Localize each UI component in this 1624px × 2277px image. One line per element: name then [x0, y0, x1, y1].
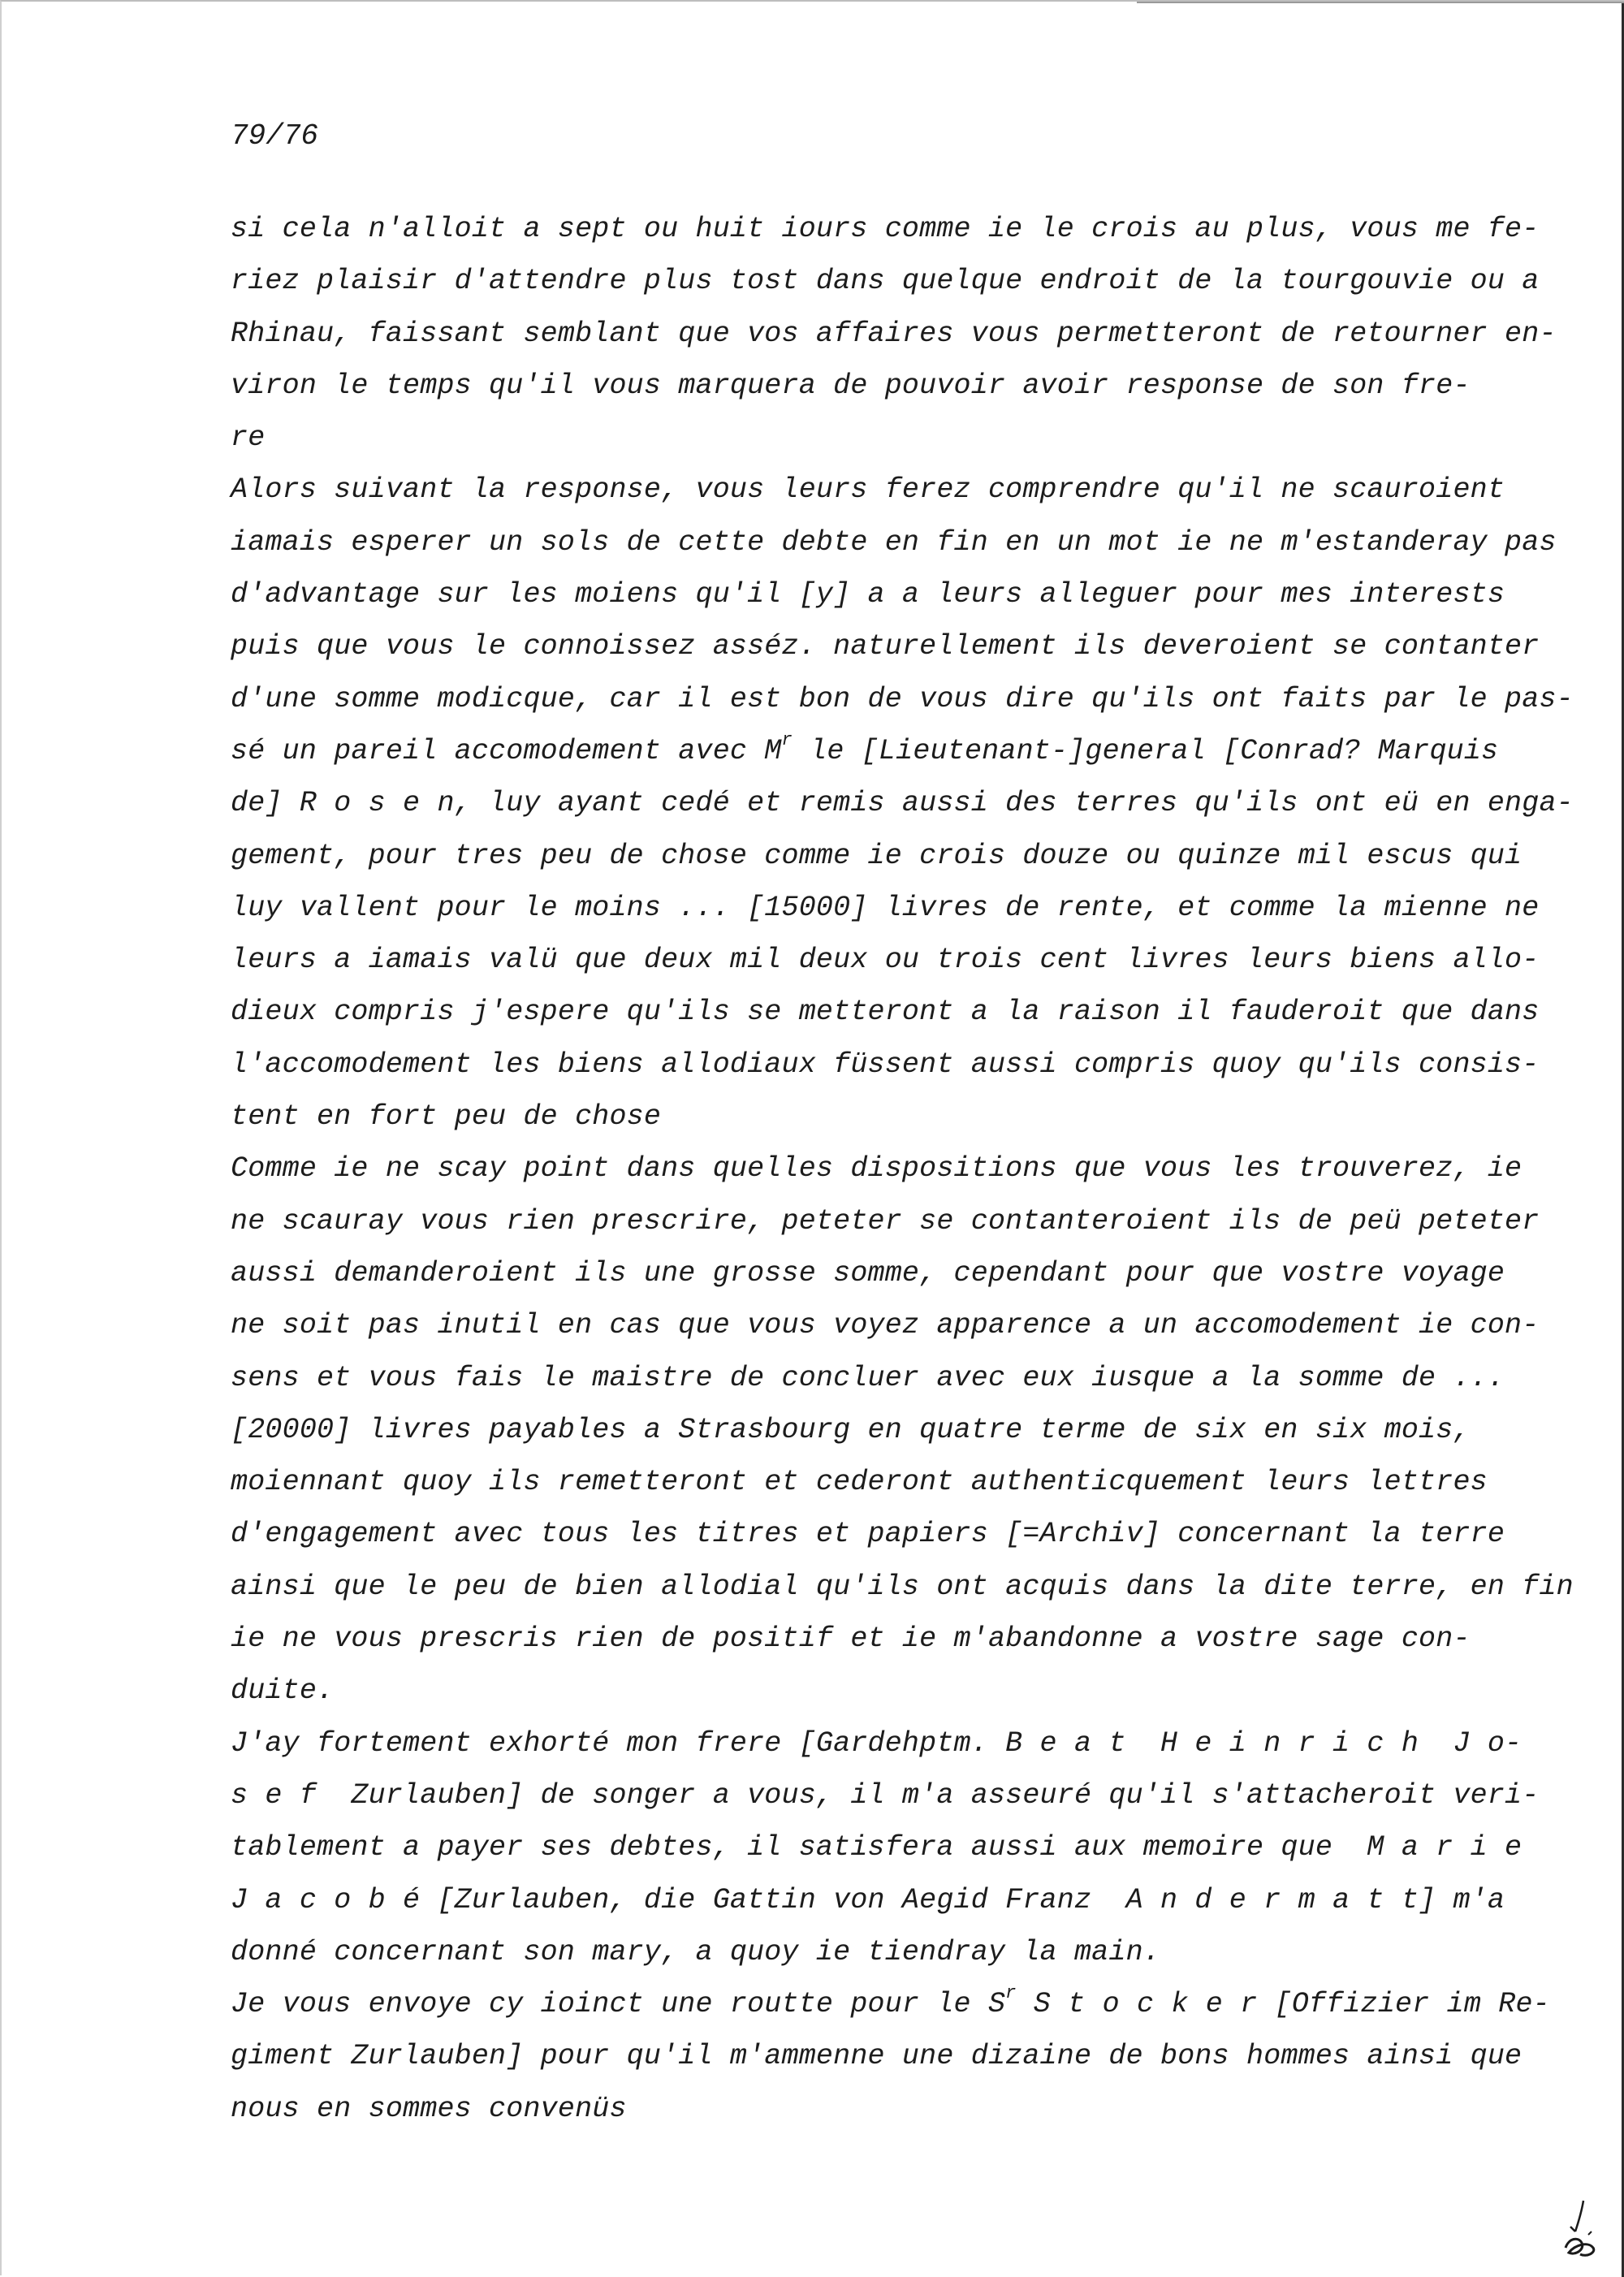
text-line	[231, 1039, 1540, 1091]
text-segment: le [Lieutenant-]general [Conrad? Marquis	[792, 734, 1499, 767]
text-line	[231, 1769, 1540, 1821]
text-line	[231, 516, 1557, 568]
text-line	[231, 620, 1540, 672]
text-segment: nous en sommes convenüs	[231, 2092, 627, 2125]
text-segment: d'engagement avec tous les titres et papiers [=Archiv] concernant la terre	[231, 1518, 1505, 1551]
text-line	[231, 1821, 1530, 1873]
text-segment: ainsi que le peu de bien allodial qu'ils ont acquis dans la dite terre, en fin	[231, 1570, 1574, 1603]
text-segment: giment Zurlauben] pour qu'il m'ammenne une dizaine de bons hommes ainsi que	[231, 2040, 1522, 2073]
text-segment: gement, pour tres peu de chose comme ie crois douze ou quinze mil escus qui	[231, 839, 1522, 872]
text-line	[231, 882, 1540, 934]
text-line	[231, 1404, 1530, 1456]
text-line	[231, 1926, 1530, 1978]
text-line	[231, 2030, 1530, 2082]
superscript: r	[1005, 1983, 1017, 2004]
text-line	[231, 777, 1574, 829]
text-segment: [20000] livres payables a Strasbourg en quatre terme de six en six mois,	[231, 1413, 1471, 1446]
text-segment: l'accomodement les biens allodiaux füssent aussi compris quoy qu'ils consis-	[231, 1048, 1540, 1081]
page-number: 79/76	[231, 119, 319, 153]
text-segment: donné concernant son mary, a quoy ie tiendray la main.	[231, 1935, 1160, 1968]
text-segment: aussi demanderoient ils une grosse somme, cependant pour que vostre voyage	[231, 1256, 1505, 1290]
text-segment: ne soit pas inutil en cas que vous voyez apparence a un accomodement ie con-	[231, 1309, 1540, 1342]
text-segment: luy vallent pour le moins ... [15000] livres de rente, et comme la mienne ne	[231, 891, 1540, 924]
text-segment: sé un pareil accomodement avec M	[231, 734, 782, 767]
text-segment: d'advantage sur les moiens qu'il [y] a a leurs alleguer pour mes interests	[231, 578, 1505, 611]
text-line	[231, 1665, 1530, 1717]
text-segment: re	[231, 421, 266, 455]
text-line	[231, 1978, 1550, 2030]
text-line	[231, 464, 1530, 516]
handwritten-checkmark-icon	[1551, 2194, 1608, 2259]
text-line	[231, 1717, 1530, 1769]
text-segment: riez plaisir d'attendre plus tost dans quelque endroit de la tourgouvie ou a	[231, 265, 1540, 298]
text-line	[231, 2083, 1530, 2135]
text-segment: moiennant quoy ils remetteront et cederont authenticquement leurs lettres	[231, 1466, 1488, 1499]
text-segment: iamais esperer un sols de cette debte en fin en un mot ie ne m'estanderay pas	[231, 525, 1557, 559]
text-line	[231, 1613, 1530, 1665]
text-line	[231, 255, 1540, 307]
text-segment: tablement a payer ses debtes, il satisfera aussi aux memoire que M a r i e	[231, 1831, 1522, 1864]
text-segment: Rhinau, faissant semblant que vos affaires vous permetteront de retourner en-	[231, 317, 1557, 350]
superscript: r	[781, 730, 793, 751]
text-line	[231, 1091, 1530, 1143]
text-segment: leurs a iamais valü que deux mil deux ou trois cent livres leurs biens allo-	[231, 944, 1540, 977]
text-segment: tent en fort peu de chose	[231, 1100, 662, 1134]
text-line	[231, 1247, 1530, 1299]
text-segment: S t o c k e r [Offizier im Re-	[1016, 1988, 1550, 2021]
text-line	[231, 986, 1540, 1038]
text-segment: J a c o b é [Zurlauben, die Gattin von Aegid Franz A n d e r m a t t] m'a	[231, 1883, 1505, 1916]
text-line	[231, 412, 1530, 464]
text-segment: Je vous envoye cy ioinct une routte pour le S	[231, 1988, 1006, 2021]
text-segment: viron le temps qu'il vous marquera de pouvoir avoir response de son fre-	[231, 369, 1471, 402]
text-line	[231, 568, 1530, 620]
text-line	[231, 934, 1540, 986]
text-segment: s e f Zurlauben] de songer a vous, il m'a asseuré qu'il s'attacheroit veri-	[231, 1778, 1540, 1812]
text-line	[231, 1299, 1540, 1351]
letter-body	[231, 203, 1574, 2135]
text-line	[231, 203, 1540, 255]
text-segment: J'ay fortement exhorté mon frere [Gardehptm. B e a t H e i n r i c h J o-	[231, 1726, 1522, 1760]
text-segment: si cela n'alloit a sept ou huit iours comme ie le crois au plus, vous me fe-	[231, 213, 1540, 245]
text-segment: duite.	[231, 1674, 335, 1708]
text-segment: puis que vous le connoissez asséz. naturellement ils deveroient se contanter	[231, 630, 1540, 663]
text-line	[231, 1195, 1540, 1247]
text-line	[231, 1561, 1574, 1613]
text-line	[231, 1508, 1530, 1560]
text-segment: sens et vous fais le maistre de concluer avec eux iusque a la somme de ...	[231, 1361, 1505, 1394]
text-line	[231, 1352, 1530, 1404]
text-segment: Comme ie ne scay point dans quelles dispositions que vous les trouverez, ie	[231, 1152, 1522, 1186]
text-line	[231, 308, 1557, 360]
text-line	[231, 1456, 1530, 1508]
text-segment: ne scauray vous rien prescrire, peteter se contanteroient ils de peü peteter	[231, 1204, 1540, 1238]
text-segment: ie ne vous prescris rien de positif et ie m'abandonne a vostre sage con-	[231, 1622, 1471, 1656]
text-line	[231, 360, 1530, 412]
text-segment: de] R o s e n, luy ayant cedé et remis aussi des terres qu'ils ont eü en enga-	[231, 787, 1574, 820]
text-line	[231, 725, 1530, 777]
text-segment: Alors suivant la response, vous leurs ferez comprendre qu'il ne scauroient	[231, 473, 1505, 507]
scan-edge-top	[1137, 2, 1624, 3]
text-line	[231, 830, 1530, 882]
text-segment: d'une somme modicque, car il est bon de vous dire qu'ils ont faits par le pas-	[231, 682, 1574, 715]
text-line	[231, 1874, 1530, 1926]
text-line	[231, 673, 1574, 725]
text-line	[231, 1143, 1530, 1195]
text-segment: dieux compris j'espere qu'ils se metteront a la raison il fauderoit que dans	[231, 996, 1540, 1029]
